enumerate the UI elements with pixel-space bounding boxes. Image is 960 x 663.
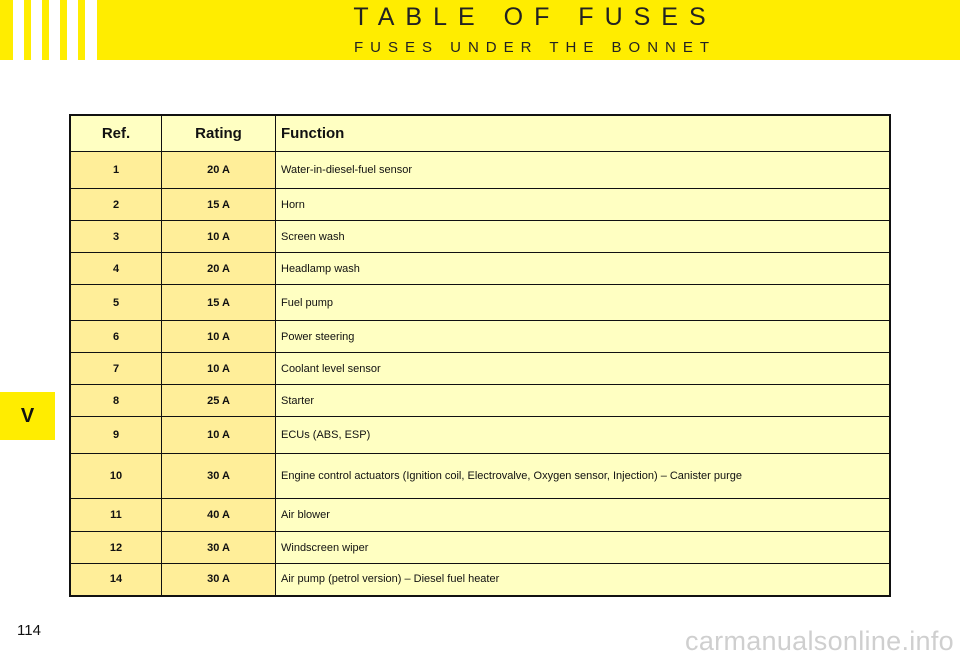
column-header-rating: Rating [162, 115, 276, 152]
fuse-rating: 40 A [162, 499, 276, 532]
fuse-ref: 12 [70, 532, 162, 564]
fuse-function: Screen wash [276, 221, 891, 253]
table-row [70, 532, 890, 564]
table-header-row [70, 115, 890, 152]
fuse-ref: 14 [70, 564, 162, 596]
table-row [70, 454, 890, 499]
fuse-ref: 4 [70, 253, 162, 285]
fuse-ref: 5 [70, 285, 162, 321]
fuse-function: Starter [276, 385, 891, 417]
fuse-function: Power steering [276, 321, 891, 353]
fuse-rating: 10 A [162, 221, 276, 253]
page-title: TABLE OF FUSES [353, 3, 717, 31]
fuse-rating: 10 A [162, 321, 276, 353]
table-row [70, 189, 890, 221]
fuse-function: ECUs (ABS, ESP) [276, 417, 891, 454]
fuse-function: Air blower [276, 499, 891, 532]
fuse-ref: 1 [70, 152, 162, 189]
fuse-function: Coolant level sensor [276, 353, 891, 385]
header-stripe [85, 0, 97, 60]
watermark: carmanualsonline.info [685, 626, 954, 656]
header-stripe [49, 0, 60, 60]
table-row [70, 417, 890, 454]
fuse-rating: 25 A [162, 385, 276, 417]
fuse-rating: 10 A [162, 417, 276, 454]
fuse-function: Headlamp wash [276, 253, 891, 285]
fuse-function: Water-in-diesel-fuel sensor [276, 152, 891, 189]
table-row [70, 321, 890, 353]
fuse-rating: 20 A [162, 152, 276, 189]
chapter-tab: V [0, 392, 55, 440]
fuse-rating: 10 A [162, 353, 276, 385]
fuse-rating: 15 A [162, 285, 276, 321]
header-banner [0, 0, 960, 60]
fuse-ref: 9 [70, 417, 162, 454]
fuse-function: Windscreen wiper [276, 532, 891, 564]
header-stripe [67, 0, 78, 60]
fuse-function: Engine control actuators (Ignition coil, Electrovalve, Oxygen sensor, Injection) – Canister purge [276, 454, 891, 499]
fuse-function: Fuel pump [276, 285, 891, 321]
table-row [70, 253, 890, 285]
column-header-function: Function [276, 115, 891, 152]
fuse-table [69, 114, 891, 597]
page-number: 114 [17, 622, 41, 639]
table-row [70, 285, 890, 321]
fuse-rating: 30 A [162, 454, 276, 499]
table-row [70, 221, 890, 253]
header-stripe [13, 0, 24, 60]
fuse-ref: 7 [70, 353, 162, 385]
fuse-ref: 11 [70, 499, 162, 532]
header-stripe [31, 0, 42, 60]
fuse-rating: 15 A [162, 189, 276, 221]
column-header-ref: Ref. [70, 115, 162, 152]
fuse-ref: 2 [70, 189, 162, 221]
table-row [70, 353, 890, 385]
fuse-rating: 20 A [162, 253, 276, 285]
fuse-ref: 3 [70, 221, 162, 253]
fuse-rating: 30 A [162, 532, 276, 564]
fuse-ref: 10 [70, 454, 162, 499]
fuse-ref: 6 [70, 321, 162, 353]
table-row [70, 385, 890, 417]
table-row [70, 152, 890, 189]
table-row [70, 499, 890, 532]
fuse-ref: 8 [70, 385, 162, 417]
fuse-function: Air pump (petrol version) – Diesel fuel heater [276, 564, 891, 596]
fuse-function: Horn [276, 189, 891, 221]
fuse-rating: 30 A [162, 564, 276, 596]
page-subtitle: FUSES UNDER THE BONNET [353, 39, 717, 56]
table-row [70, 564, 890, 596]
